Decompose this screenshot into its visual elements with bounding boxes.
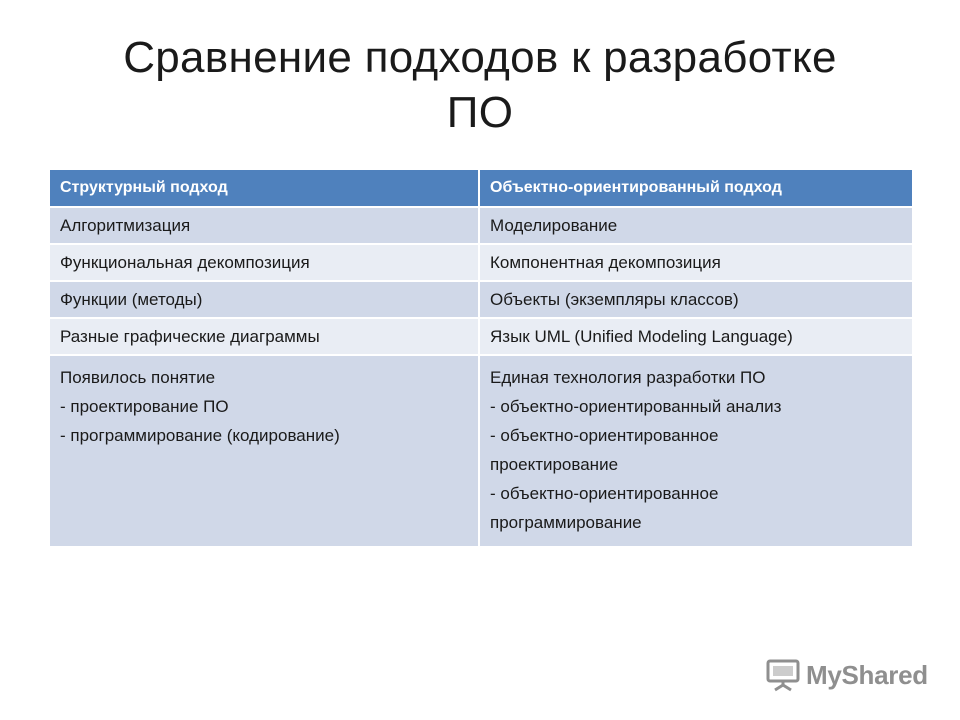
table-row <box>49 244 913 281</box>
watermark-text: MyShared <box>806 659 928 690</box>
table-cell: Алгоритмизация <box>49 207 479 244</box>
cell-line: - программирование (кодирование) <box>60 426 340 445</box>
table-cell: Функции (методы) <box>49 281 479 318</box>
table-cell-structural-summary <box>49 355 479 547</box>
table-cell: Моделирование <box>479 207 913 244</box>
header-object-oriented: Объектно-ориентированный подход <box>479 169 913 207</box>
myshared-watermark <box>766 655 928 695</box>
table-cell: Объекты (экземпляры классов) <box>479 281 913 318</box>
cell-line: - объектно-ориентированное <box>490 484 719 503</box>
table-cell: Язык UML (Unified Modeling Language) <box>479 318 913 355</box>
cell-line: - проектирование ПО <box>60 397 229 416</box>
cell-line: проектирование <box>490 455 619 474</box>
slide-title-line-2: ПО <box>446 88 514 137</box>
table-row <box>49 281 913 318</box>
header-structural: Структурный подход <box>49 169 479 207</box>
slide-title-line-1: Сравнение подходов к разработке <box>123 33 837 82</box>
cell-line: Появилось понятие <box>60 368 216 387</box>
cell-line: - объектно-ориентированный анализ <box>490 397 782 416</box>
table-row <box>49 318 913 355</box>
comparison-table <box>48 168 914 548</box>
cell-line: Единая технология разработки ПО <box>490 368 766 387</box>
table-cell: Компонентная декомпозиция <box>479 244 913 281</box>
table-cell: Функциональная декомпозиция <box>49 244 479 281</box>
presentation-board-icon <box>766 658 800 692</box>
table-row-last <box>49 355 913 547</box>
cell-line: - объектно-ориентированное <box>490 426 719 445</box>
table-row <box>49 207 913 244</box>
table-cell-oo-summary <box>479 355 913 547</box>
table-cell: Разные графические диаграммы <box>49 318 479 355</box>
table-header-row <box>49 169 913 207</box>
cell-line: программирование <box>490 513 642 532</box>
slide-title <box>60 30 900 140</box>
